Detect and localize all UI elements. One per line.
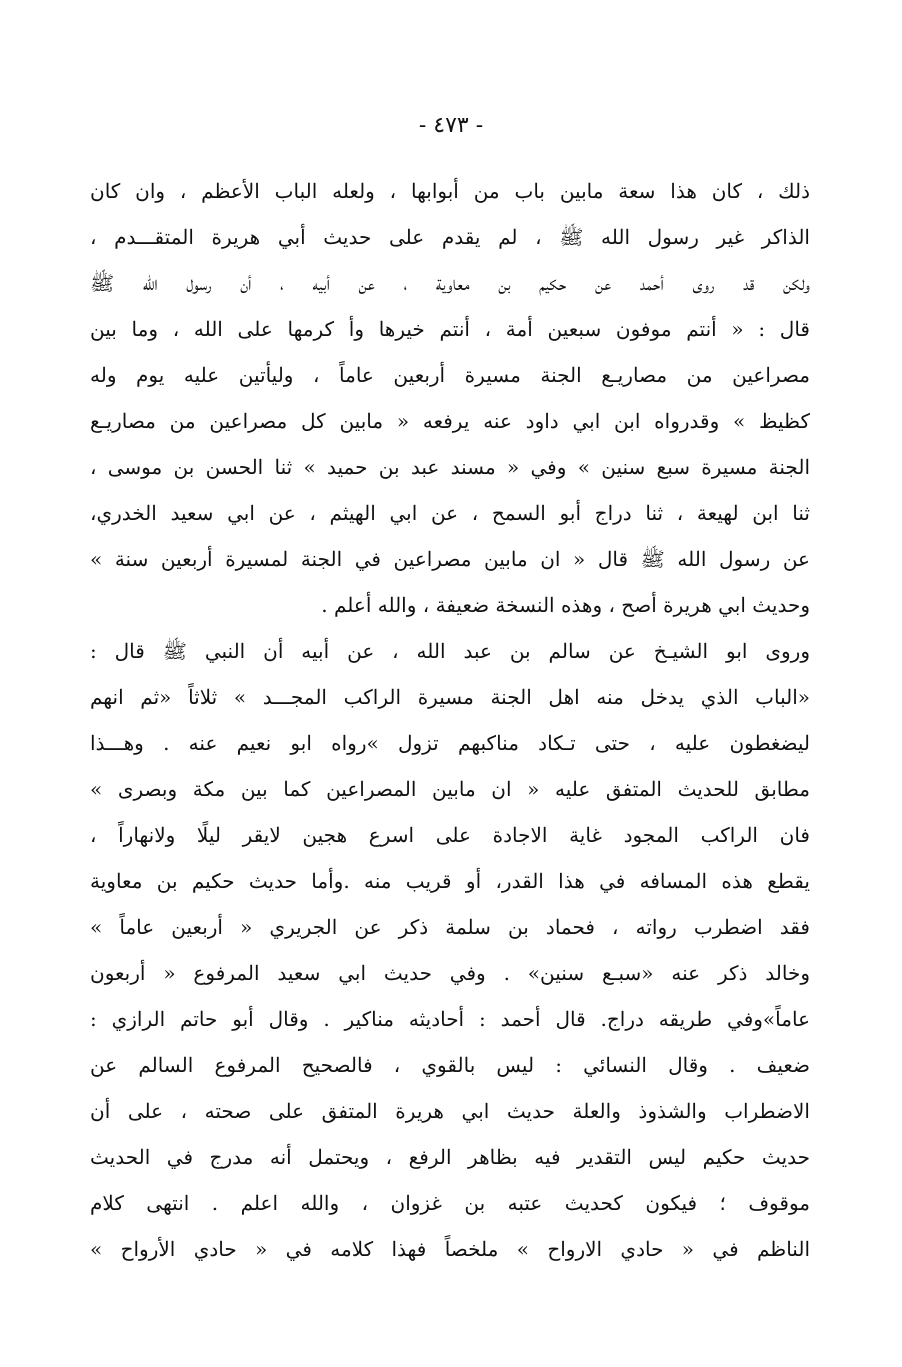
- text-line: ليضغطون عليه ، حتى تـكاد مناكبهم تزول »رواه ابو نعيم عنه . وهـــذا: [90, 731, 810, 755]
- text-line: قال : « أنتم موفون سبعين أمة ، أنتم خيرها وأ كرمها على الله ، وما بين: [90, 317, 810, 341]
- text-line: كظيظ » وقدرواه ابن ابي داود عنه يرفعه « مابين كل مصراعين من مصاريـع: [90, 409, 810, 433]
- text-line: وروى ابو الشيـخ عن سالم بن عبد الله ، عن أبيه أن النبي ﷺ قال :: [90, 639, 810, 663]
- text-line: الاضطراب والشذوذ والعلة حديث ابي هريرة المتفق على صحته ، على أن: [90, 1099, 810, 1123]
- text-line: يقطع هذه المسافه في هذا القدر، أو قريب منه .وأما حديث حكيم بن معاوية: [90, 869, 810, 893]
- text-line: مطابق للحديث المتفق عليه « ان مابين المصراعين كما بين مكة وبصرى »: [90, 777, 810, 801]
- text-line: ولكن قد روى أحمد عن حكيم بن معاوية ، عن أبيه ، أن رسول الله ﷺ: [90, 271, 810, 295]
- text-line: ضعيف . وقال النسائي : ليس بالقوي ، فالصحيح المرفوع السالم عن: [90, 1053, 810, 1077]
- text-line: فان الراكب المجود غاية الاجادة على اسرع هجين لايقر ليلًا ولانهاراً ،: [90, 823, 810, 847]
- text-line: وحديث ابي هريرة أصح ، وهذه النسخة ضعيفة ، والله أعلم .: [321, 593, 810, 617]
- paragraph-2: [90, 628, 810, 1272]
- text-line: عن رسول الله ﷺ قال « ان مابين مصراعين في الجنة لمسيرة أربعين سنة »: [90, 547, 810, 571]
- text-line: ثنا ابن لهيعة ، ثنا دراج أبو السمح ، عن ابي الهيثم ، عن ابي سعيد الخدري،: [90, 501, 810, 525]
- text-line: فقد اضطرب رواته ، فحماد بن سلمة ذكر عن الجريري « أربعين عاماً »: [90, 915, 810, 939]
- paragraph-1: [90, 168, 810, 628]
- text-line: حديث حكيم ليس التقدير فيه بظاهر الرفع ، ويحتمل أنه مدرج في الحديث: [90, 1145, 810, 1169]
- text-line: موقوف ؛ فيكون كحديث عتبه بن غزوان ، والله اعلم . انتهى كلام: [90, 1191, 810, 1215]
- text-line: «الباب الذي يدخل منه اهل الجنة مسيرة الراكب المجـــد » ثلاثاً «ثم انهم: [90, 685, 810, 709]
- text-line: ذلك ، كان هذا سعة مابين باب من أبوابها ، ولعله الباب الأعظم ، وان كان: [90, 179, 810, 203]
- text-line: وخالد ذكر عنه «سبـع سنين» . وفي حديث ابي سعيد المرفوع « أربعون: [90, 961, 810, 985]
- page-number: - ٤٧٣ -: [418, 113, 484, 138]
- text-line: الذاكر غير رسول الله ﷺ ، لم يقدم على حديث أبي هريرة المتقـــدم ،: [90, 225, 810, 249]
- text-line: عاماً»وفي طريقه دراج. قال أحمد : أحاديثه مناكير . وقال أبو حاتم الرازي :: [90, 1007, 810, 1031]
- text-line: الناظم في « حادي الارواح » ملخصاً فهذا كلامه في « حادي الأرواح »: [90, 1237, 810, 1261]
- text-line: الجنة مسيرة سبع سنين » وفي « مسند عبد بن حميد » ثنا الحسن بن موسى ،: [90, 455, 810, 479]
- text-line: مصراعين من مصاريـع الجنة مسيرة أربعين عاماً ، وليأتين عليه يوم وله: [90, 363, 810, 387]
